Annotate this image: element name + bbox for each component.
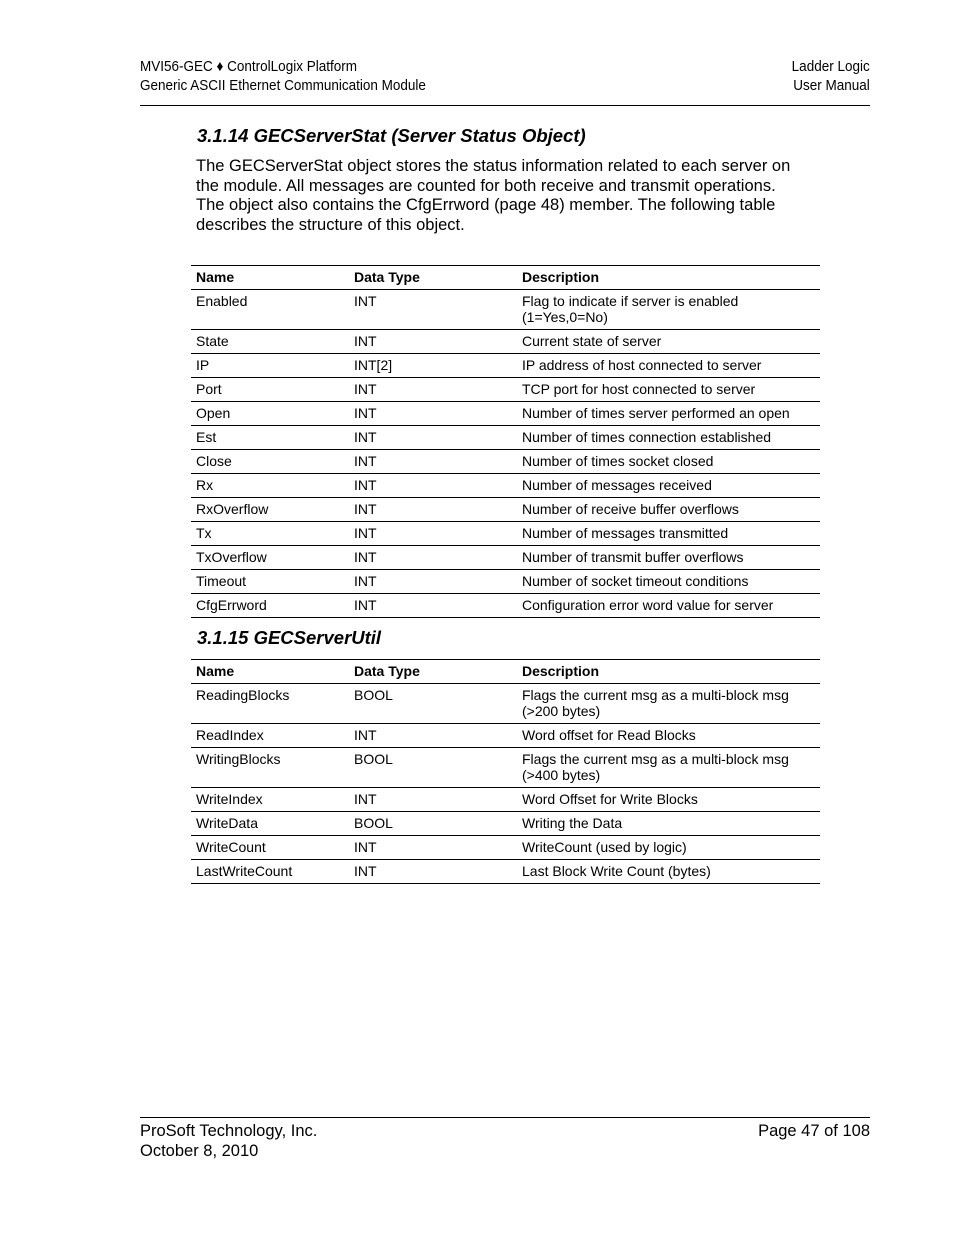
footer-left xyxy=(140,1121,317,1161)
table-row xyxy=(191,812,820,836)
cell-description: IP address of host connected to server xyxy=(517,354,820,378)
cell-name: Timeout xyxy=(191,570,349,594)
cell-description: Number of transmit buffer overflows xyxy=(517,546,820,570)
page-number: Page 47 of 108 xyxy=(758,1122,870,1140)
footer-company: ProSoft Technology, Inc. xyxy=(140,1122,318,1140)
table-row xyxy=(191,570,820,594)
cell-description: Last Block Write Count (bytes) xyxy=(517,860,820,884)
table-row xyxy=(191,474,820,498)
table-row xyxy=(191,450,820,474)
cell-name: IP xyxy=(191,354,349,378)
cell-data-type: INT xyxy=(349,570,517,594)
cell-name: Enabled xyxy=(191,290,349,330)
cell-name: WriteData xyxy=(191,812,349,836)
cell-data-type: INT xyxy=(349,450,517,474)
table-row xyxy=(191,402,820,426)
table-row xyxy=(191,522,820,546)
cell-description: Flag to indicate if server is enabled (1=Yes,0=No) xyxy=(517,290,820,330)
cell-description: Number of messages received xyxy=(517,474,820,498)
section-title-server-util: 3.1.15 GECServerUtil xyxy=(197,627,382,648)
column-header-description: Description xyxy=(517,660,820,684)
cell-name: Est xyxy=(191,426,349,450)
cell-data-type: INT xyxy=(349,498,517,522)
footer-right xyxy=(758,1121,870,1141)
table-row xyxy=(191,684,820,724)
cell-name: State xyxy=(191,330,349,354)
header-doc-type: User Manual xyxy=(793,77,870,94)
column-header-name: Name xyxy=(191,660,349,684)
column-header-data-type: Data Type xyxy=(349,266,517,290)
cell-name: RxOverflow xyxy=(191,498,349,522)
table-row xyxy=(191,594,820,618)
cell-description: Writing the Data xyxy=(517,812,820,836)
table-row xyxy=(191,724,820,748)
cell-description: WriteCount (used by logic) xyxy=(517,836,820,860)
server-util-table xyxy=(191,659,820,884)
cell-description: Flags the current msg as a multi-block msg (>200 bytes) xyxy=(517,684,820,724)
header-chapter: Ladder Logic xyxy=(791,58,870,75)
table-row xyxy=(191,330,820,354)
cell-data-type: BOOL xyxy=(349,684,517,724)
table-row xyxy=(191,378,820,402)
cell-data-type: INT xyxy=(349,788,517,812)
cell-data-type: INT[2] xyxy=(349,354,517,378)
table-header-row xyxy=(191,266,820,290)
section-title-server-stat: 3.1.14 GECServerStat (Server Status Object) xyxy=(197,125,586,146)
cell-name: LastWriteCount xyxy=(191,860,349,884)
cell-data-type: INT xyxy=(349,290,517,330)
cell-description: Number of socket timeout conditions xyxy=(517,570,820,594)
header-module: Generic ASCII Ethernet Communication Module xyxy=(140,77,426,94)
cell-data-type: INT xyxy=(349,330,517,354)
cell-name: Rx xyxy=(191,474,349,498)
cell-description: Flags the current msg as a multi-block msg (>400 bytes) xyxy=(517,748,820,788)
cell-name: Open xyxy=(191,402,349,426)
table-row xyxy=(191,836,820,860)
table-header-row xyxy=(191,660,820,684)
header-product: MVI56-GEC ♦ ControlLogix Platform xyxy=(140,58,357,75)
cell-name: ReadIndex xyxy=(191,724,349,748)
server-stat-table xyxy=(191,265,820,618)
cell-description: Configuration error word value for server xyxy=(517,594,820,618)
cell-description: Word Offset for Write Blocks xyxy=(517,788,820,812)
cell-data-type: BOOL xyxy=(349,812,517,836)
cell-description: Number of messages transmitted xyxy=(517,522,820,546)
column-header-name: Name xyxy=(191,266,349,290)
cell-name: WritingBlocks xyxy=(191,748,349,788)
column-header-data-type: Data Type xyxy=(349,660,517,684)
cell-data-type: INT xyxy=(349,426,517,450)
cell-description: Current state of server xyxy=(517,330,820,354)
cell-name: Tx xyxy=(191,522,349,546)
cell-description: TCP port for host connected to server xyxy=(517,378,820,402)
cell-name: Port xyxy=(191,378,349,402)
cell-name: WriteCount xyxy=(191,836,349,860)
cell-data-type: INT xyxy=(349,836,517,860)
cell-name: CfgErrword xyxy=(191,594,349,618)
cell-description: Word offset for Read Blocks xyxy=(517,724,820,748)
column-header-description: Description xyxy=(517,266,820,290)
header-left xyxy=(140,57,426,95)
cell-name: ReadingBlocks xyxy=(191,684,349,724)
cell-description: Number of times connection established xyxy=(517,426,820,450)
cell-description: Number of times socket closed xyxy=(517,450,820,474)
table-row xyxy=(191,354,820,378)
table-row xyxy=(191,748,820,788)
cell-data-type: INT xyxy=(349,474,517,498)
table-row xyxy=(191,426,820,450)
footer-date: October 8, 2010 xyxy=(140,1142,259,1160)
cell-data-type: BOOL xyxy=(349,748,517,788)
table-row xyxy=(191,546,820,570)
cell-name: Close xyxy=(191,450,349,474)
table-row xyxy=(191,860,820,884)
page-header xyxy=(140,57,870,106)
cell-data-type: INT xyxy=(349,522,517,546)
cell-data-type: INT xyxy=(349,860,517,884)
cell-data-type: INT xyxy=(349,594,517,618)
table-row xyxy=(191,788,820,812)
cell-description: Number of times server performed an open xyxy=(517,402,820,426)
cell-data-type: INT xyxy=(349,546,517,570)
cell-data-type: INT xyxy=(349,378,517,402)
cell-name: TxOverflow xyxy=(191,546,349,570)
cell-data-type: INT xyxy=(349,724,517,748)
cell-description: Number of receive buffer overflows xyxy=(517,498,820,522)
header-right xyxy=(792,57,870,95)
table-row xyxy=(191,498,820,522)
table-row xyxy=(191,290,820,330)
cell-name: WriteIndex xyxy=(191,788,349,812)
cell-data-type: INT xyxy=(349,402,517,426)
page-footer xyxy=(140,1117,870,1160)
section-intro: The GECServerStat object stores the status information related to each server on the module. All messages are counted for both receive and transmit operations. The object also contains the CfgErrword (page 48) member. The following table describes the structure of this object. xyxy=(196,157,791,234)
